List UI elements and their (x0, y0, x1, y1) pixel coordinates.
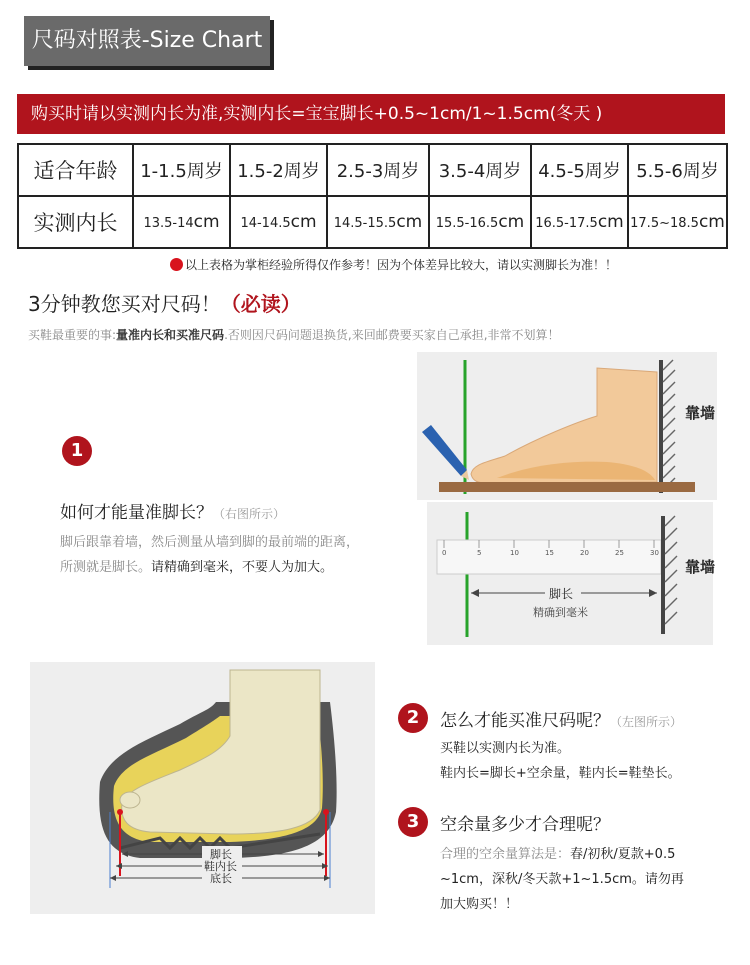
ruler-tick: 0 (442, 549, 447, 557)
sole-length-dim: 底长 (210, 872, 232, 885)
step-1-question: 如何才能量准脚长？（右图所示） (60, 503, 286, 523)
wall-label: 靠墙 (685, 558, 716, 576)
page-title: 尺码对照表-Size Chart (24, 16, 270, 66)
precision-label: 精确到毫米 (533, 606, 588, 619)
length-cell: 14-14.5cm (230, 196, 327, 248)
length-row (18, 196, 727, 248)
step-1-text: 脚后跟靠着墙，然后测量从墙到脚的最前端的距离， 所测就是脚长。请精确到毫米，不要人为加大。 (60, 535, 360, 575)
age-cell: 3.5-4周岁 (429, 144, 531, 196)
age-cell: 5.5-6周岁 (628, 144, 727, 196)
length-cell: 17.5~18.5cm (628, 196, 727, 248)
step-3-question: 空余量多少才合理呢？ (440, 815, 610, 835)
ruler-tick: 30 (650, 549, 659, 557)
foot-length-label: 脚长 (549, 587, 574, 601)
foot-measure-figure (417, 352, 717, 647)
sizing-rule-banner: 购买时请以实测内长为准,实测内长=宝宝脚长+0.5~1cm/1~1.5cm(冬天 ) (17, 94, 725, 134)
size-chart-table (17, 143, 728, 249)
age-cell: 2.5-3周岁 (327, 144, 429, 196)
step-3-text: 合理的空余量算法是：春/初秋/夏款+0.5 ~1cm，深秋/冬天款+1~1.5cm。请勿再 加大购买！！ (440, 847, 684, 912)
step-3-badge: 3 (398, 807, 428, 837)
guide-title: 3分钟教您买对尺码！（必读） (28, 292, 301, 316)
ruler-tick: 25 (615, 549, 624, 557)
step-2-question: 怎么才能买准尺码呢？（左图所示） (440, 711, 683, 731)
ruler-tick: 20 (580, 549, 589, 557)
step-1-badge: 1 (62, 436, 92, 466)
length-cell: 14.5-15.5cm (327, 196, 429, 248)
step-2-badge: 2 (398, 703, 428, 733)
inner-length-dim: 鞋内长 (204, 860, 237, 873)
age-row (18, 144, 727, 196)
age-cell: 4.5-5周岁 (531, 144, 628, 196)
length-label: 实测内长 (18, 196, 133, 248)
shoe-section-figure (30, 662, 375, 914)
guide-subtitle: 买鞋最重要的事:量准内长和买准尺码.否则因尺码问题退换货,来回邮费要买家自己承担,非常不划算！ (28, 328, 560, 342)
step-2-text: 买鞋以实测内长为准。 鞋内长=脚长+空余量，鞋内长=鞋垫长。 (440, 741, 681, 781)
length-cell: 16.5-17.5cm (531, 196, 628, 248)
age-cell: 1-1.5周岁 (133, 144, 230, 196)
foot-length-dim: 脚长 (210, 848, 232, 861)
length-cell: 15.5-16.5cm (429, 196, 531, 248)
ruler-tick: 10 (510, 549, 519, 557)
ruler-tick: 15 (545, 549, 554, 557)
age-label: 适合年龄 (18, 144, 133, 196)
length-cell: 13.5-14cm (133, 196, 230, 248)
floor-board (439, 482, 695, 492)
wall-label: 靠墙 (685, 404, 716, 422)
red-dot-icon (170, 258, 183, 271)
age-cell: 1.5-2周岁 (230, 144, 327, 196)
ruler-tick: 5 (477, 549, 482, 557)
reference-note: 以上表格为掌柜经验所得仅作参考！因为个体差异比较大，请以实测脚长为准！！ (170, 256, 617, 273)
